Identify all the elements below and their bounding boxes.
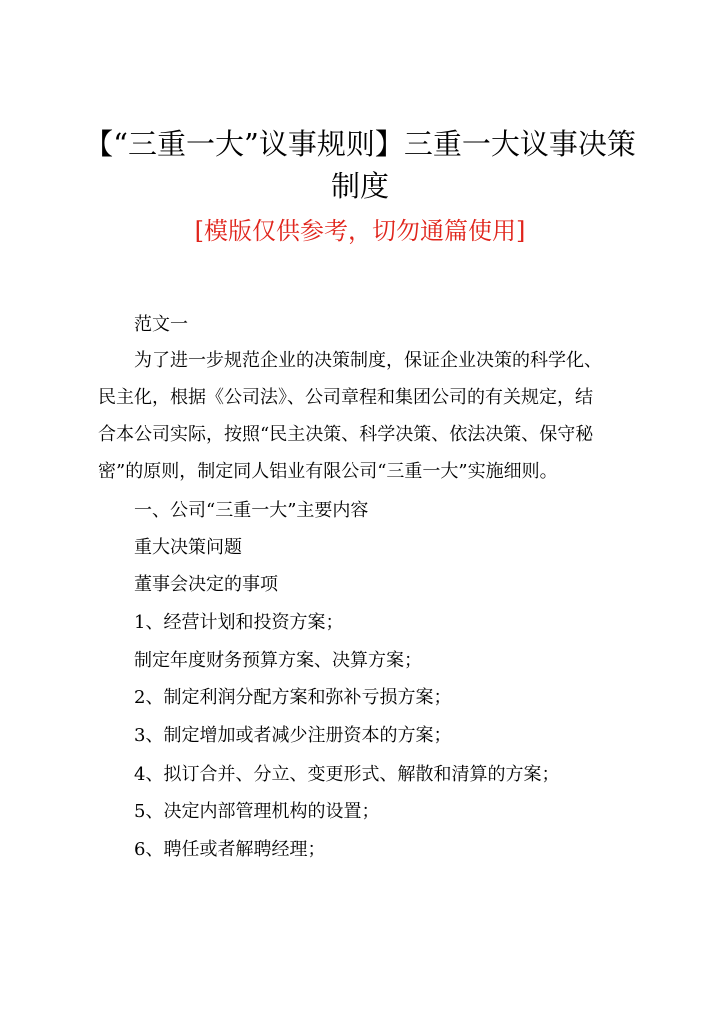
paragraph-line: 为了进一步规范企业的决策制度，保证企业决策的科学化、 [134,350,602,371]
template-disclaimer: [模版仅供参考，切勿通篇使用] [194,217,526,245]
section-heading: 一、公司“三重一大”主要内容 [134,500,369,521]
list-item: 3、制定增加或者减少注册资本的方案； [134,725,452,746]
document-title-line-1: 【“三重一大”议事规则】三重一大议事决策 [84,127,636,161]
section-label: 范文一 [134,314,188,335]
list-item: 2、制定利润分配方案和弥补亏损方案； [134,687,452,708]
subheading: 重大决策问题 [134,537,242,558]
list-item: 制定年度财务预算方案、决算方案； [134,650,422,671]
list-item: 1、经营计划和投资方案； [134,612,344,633]
paragraph-line: 合本公司实际，按照“民主决策、科学决策、依法决策、保守秘 [98,424,594,445]
paragraph-line: 密”的原则，制定同人铝业有限公司“三重一大”实施细则。 [98,461,558,482]
document-title-line-2: 制度 [330,169,389,203]
list-item: 5、决定内部管理机构的设置； [134,801,380,822]
subheading: 董事会决定的事项 [134,574,278,595]
paragraph-line: 民主化，根据《公司法》、公司章程和集团公司的有关规定，结 [98,387,593,408]
list-item: 4、拟订合并、分立、变更形式、解散和清算的方案； [134,764,560,785]
list-item: 6、聘任或者解聘经理； [134,839,326,860]
